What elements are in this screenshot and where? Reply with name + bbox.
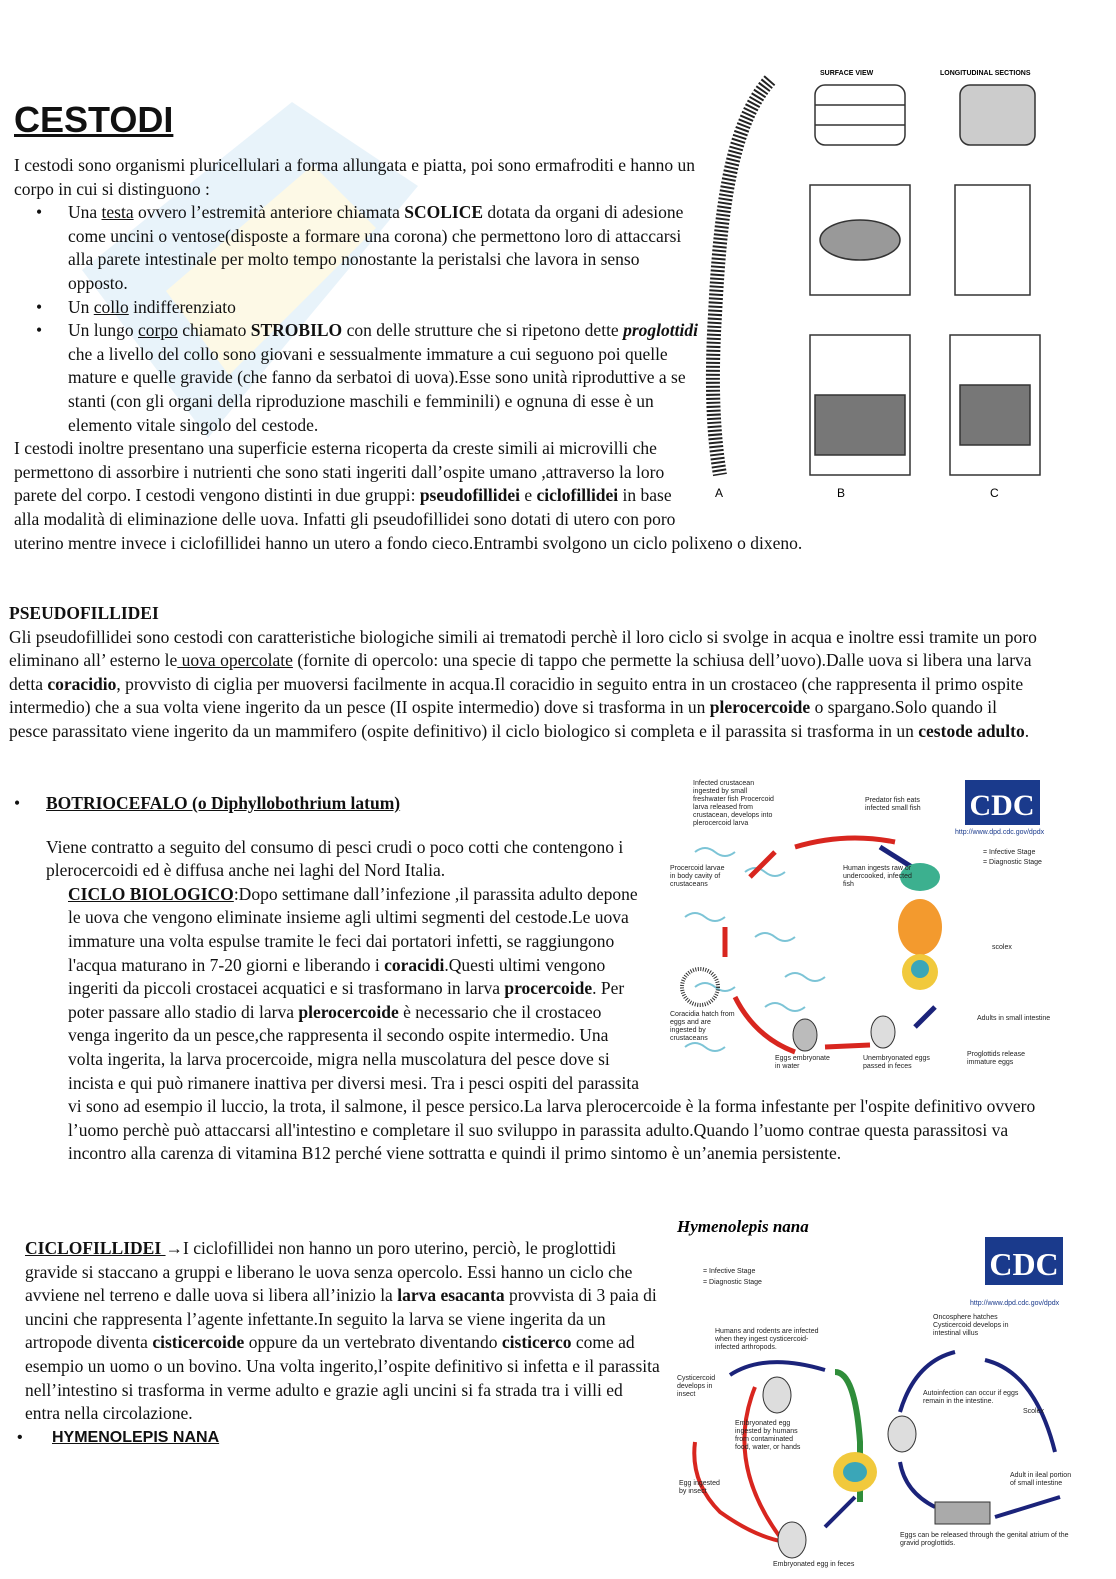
hymenolepis-bullet: • HYMENOLEPIS NANA	[17, 1428, 220, 1446]
text-span: coracidio	[47, 673, 117, 694]
step-label: Proglottids release immature eggs	[967, 1051, 1025, 1066]
step-label: Oncosphere hatches Cysticercoid develops in intestinal villus	[933, 1314, 1009, 1337]
text-span: che a livello del collo sono giovani e sessualmente immature a cui seguono poi quelle mature e quelle gravide (che fanno da serbatoi di uova).Esse sono unità riproduttive a se stanti (con gli organi della riproduzione maschili e femminili) e ognuna di esse è un elemento vitale singolo del cestode.	[68, 343, 686, 435]
text-span: in base alla modalità di eliminazione delle uova. Infatti gli pseudofillidei sono dotati di utero con poro uterino mentre invece i ciclofillidei hanno un utero a fondo cieco.Entrambi svolgono un ciclo polixeno o dixeno.	[14, 485, 803, 553]
cdc-url: http://www.dpd.cdc.gov/dpdx	[955, 829, 1045, 836]
legend-diagnostic: = Diagnostic Stage	[983, 859, 1042, 866]
text-span: SCOLICE	[404, 202, 484, 223]
step-label: Embryonated egg in feces	[773, 1561, 855, 1568]
pseudofillidei-section	[9, 602, 1039, 744]
text-span: B	[837, 486, 846, 500]
step-label: Egg ingested by insect	[679, 1480, 720, 1495]
text-span: HYMENOLEPIS NANA	[52, 1428, 220, 1446]
text-span: provvista di 3 paia di uncini che rappresenta l’agente infettante.In seguito la larva se viene ingerita da un artropode diventa	[25, 1285, 657, 1353]
text-span: I cestodi inoltre presentano una superficie esterna ricoperta da creste simili ai microvilli che permettono di assorbire i nutrienti che sono stati ingeriti dall’ospite umano ,attraverso la loro parete del corpo. I cestodi vengono distinti in due gruppi:	[14, 438, 665, 506]
page-title: CESTODI	[14, 99, 174, 140]
text-span: ovvero l’estremità anteriore chiamata	[133, 202, 405, 223]
text-span: A	[715, 486, 724, 500]
step-label: Autoinfection can occur if eggs remain in the intestine.	[923, 1390, 1019, 1405]
text-span: .Questi ultimi vengono ingeriti da piccoli crostacei acquatici e si trasformano in larva	[68, 954, 606, 999]
text-span: Un lungo	[68, 320, 138, 341]
text-span: LONGITUDINAL SECTIONS	[940, 70, 1031, 77]
text-span: Una	[68, 202, 102, 223]
text-span: (fornite di opercolo: una specie di tappo che permette la schiusa dell’uovo).Dalle uova si libera una larva detta	[9, 650, 1032, 694]
text-span: SURFACE VIEW	[820, 70, 874, 77]
text-span: coracidi	[384, 954, 445, 975]
text-span: larva esacanta	[397, 1285, 505, 1306]
text-span: collo	[93, 296, 129, 317]
intro-paragraph: I cestodi sono organismi pluricellulari a forma allungata e piatta, poi sono ermafroditi e hanno un corpo in cui si distinguono :	[14, 155, 696, 199]
ciclofillidei-section	[17, 1237, 660, 1449]
step-label: Embryonated egg ingested by humans from contaminated food, water, or hands	[735, 1420, 801, 1451]
text-span: cisticerco	[501, 1332, 572, 1353]
step-label: Procercoid larvae in body cavity of crustaceans	[670, 865, 725, 888]
legend-infective: = Infective Stage	[983, 849, 1036, 856]
text-span: , provvisto di ciglia per muoversi facilmente in acqua.Il coracidio in seguito entra in un crostaceo (che rappresenta il primo ospite intermedio) che a sua volta viene ingerito da un pesce (II ospite intermedio) dove si trasforma in un	[9, 673, 1024, 718]
step-label: Adult in ileal portion of small intestine	[1010, 1472, 1072, 1487]
text-span: C	[990, 486, 999, 500]
text-span: chiamato	[177, 320, 251, 341]
text-span: plerocercoide	[709, 697, 811, 718]
text-span: I ciclofillidei non hanno un poro uterino, perciò, le proglottidi gravide si staccano a gruppi e liberano le uova senza opercolo. Essi hanno un ciclo che avviene nel terreno e dalle uova si libera all’inizio la	[25, 1238, 633, 1306]
text-span: STROBILO	[250, 320, 343, 341]
cdc-logo: CDC	[989, 1246, 1059, 1282]
text-span: cisticercoide	[152, 1332, 245, 1353]
text-span: . Per poter passare allo stadio di larva	[68, 978, 625, 1022]
step-label: Human ingests raw or undercooked, infected fish	[843, 865, 912, 888]
step-label: scolex	[992, 944, 1012, 951]
step-label: Unembryonated eggs passed in feces	[863, 1055, 930, 1070]
section-paragraph	[9, 626, 1039, 744]
step-label: Adults in small intestine	[977, 1015, 1051, 1022]
text-span: Gli pseudofillidei sono cestodi con caratteristiche biologiche simili ai trematodi perchè il loro ciclo si svolge in acqua e inoltre essi tramite un poro eliminano all’ esterno le	[9, 626, 1037, 671]
text-span: oppure da un vertebrato diventando	[244, 1332, 502, 1353]
botriocefalo-bullet: • BOTRIOCEFALO (o Diphyllobothrium latum)	[14, 793, 401, 813]
cdc-url: http://www.dpd.cdc.gov/dpdx	[970, 1300, 1060, 1307]
text-span: come ad esempio un uomo o un bovino. Una volta ingerito,l’ospite definitivo si infetta e il parassita nell’intestino si trasforma in verme adulto e grazie agli uncini si fa strada tra i villi ed entra nella circolazione.	[25, 1332, 660, 1424]
legend-diagnostic: = Diagnostic Stage	[703, 1279, 762, 1286]
text-span: Un	[68, 296, 94, 317]
text-span: pseudofillidei	[419, 485, 520, 506]
text-span: indifferenziato	[128, 296, 236, 317]
text-span: proglottidi	[623, 320, 698, 341]
text-span: CICLOFILLIDEI	[25, 1238, 166, 1258]
text-span: CICLO BIOLOGICO	[68, 883, 234, 904]
text-span: con delle strutture che si ripetono dette	[342, 320, 624, 341]
figure-title: Hymenolepis nana	[677, 1217, 809, 1236]
text-span: .	[1024, 720, 1030, 741]
section-heading: PSEUDOFILLIDEI	[9, 603, 159, 623]
text-span: e	[519, 485, 537, 506]
text-span: :Dopo settimane dall’infezione ,il parassita adulto depone le uova che vengono eliminate insieme agli ultimi segmenti del cestode.Le uova immature una volta espulse tramite le feci dai portatori infetti, se raggiungono l'acqua maturano in 7-20 giorni e liberando i	[68, 883, 638, 975]
text-span: plerocercoide	[298, 1001, 399, 1022]
text-span: →	[165, 1238, 184, 1258]
text-span: è necessario che il crostaceo venga ingerito da un pesce,che rappresenta il secondo ospite intermedio. Una volta ingerita, la larva procercoide, migra nella muscolatura del pesce dove si incista e qui può rimanere inattiva per diversi mesi. Tra i pesci ospiti del parassita vi sono ad esempio il luccio, la trota, il salmone, il pesce persico.La larva plerocercoide è la forma infestante per l'ospite definitivo ovvero l’uomo perchè può attaccarsi all'intestino e completare il suo sviluppo in parassita adulto.Quando l’uomo contrae questa parassitosi va incontro alla carenza di vitamina B12 perché viene sottratta e quindi il primo sintomo è un’anemia persistente.	[68, 1001, 1036, 1164]
cestode-anatomy-figure	[700, 65, 1050, 505]
text-span: testa	[101, 202, 134, 223]
text-span: uova opercolate	[177, 650, 293, 671]
cdc-logo: CDC	[969, 789, 1035, 822]
text-span: BOTRIOCEFALO (o Diphyllobothrium latum)	[46, 793, 401, 813]
diphyllobothrium-lifecycle-figure	[665, 777, 1055, 1073]
section-paragraph	[25, 1237, 660, 1426]
step-label: Eggs can be released through the genital atrium of the gravid proglottids.	[900, 1532, 1069, 1547]
step-label: Predator fish eats infected small fish	[865, 797, 921, 812]
legend-infective: = Infective Stage	[703, 1268, 756, 1275]
step-label: Humans and rodents are infected when they ingest cysticercoid-infected arthropods.	[715, 1328, 819, 1351]
text-span: dotata da organi di adesione come uncini o ventose(disposte a formare una corona) che permettono loro di attaccarsi alla parete intestinale per molto tempo nonostante la peristalsi che lavora in senso opposto.	[68, 202, 684, 293]
botriocefalo-intro: Viene contratto a seguito del consumo di pesci crudi o poco cotti che contengono i plerocercoidi ed è diffusa anche nei laghi del Nord Italia.	[46, 836, 624, 881]
text-span: o spargano.Solo quando il pesce parassitato viene ingerito da un mammifero (ospite definitivo) il ciclo biologico si completa e il parassita si trasforma in un	[9, 697, 998, 741]
text-span: cestode adulto	[918, 720, 1025, 741]
hymenolepis-lifecycle-figure	[665, 1212, 1080, 1574]
step-label: Coracidia hatch from eggs and are ingested by crustaceans	[670, 1011, 735, 1042]
text-span: procercoide	[504, 978, 593, 999]
step-label: Infected crustacean ingested by small freshwater fish Procercoid larva released from crustacean, develops into plerocercoid larva	[693, 780, 774, 827]
step-label: Cysticercoid develops in insect	[677, 1375, 716, 1398]
step-label: Scolex	[1023, 1408, 1045, 1415]
text-span: corpo	[138, 320, 178, 341]
step-label: Eggs embryonate in water	[775, 1055, 830, 1070]
text-span: ciclofillidei	[536, 485, 619, 506]
